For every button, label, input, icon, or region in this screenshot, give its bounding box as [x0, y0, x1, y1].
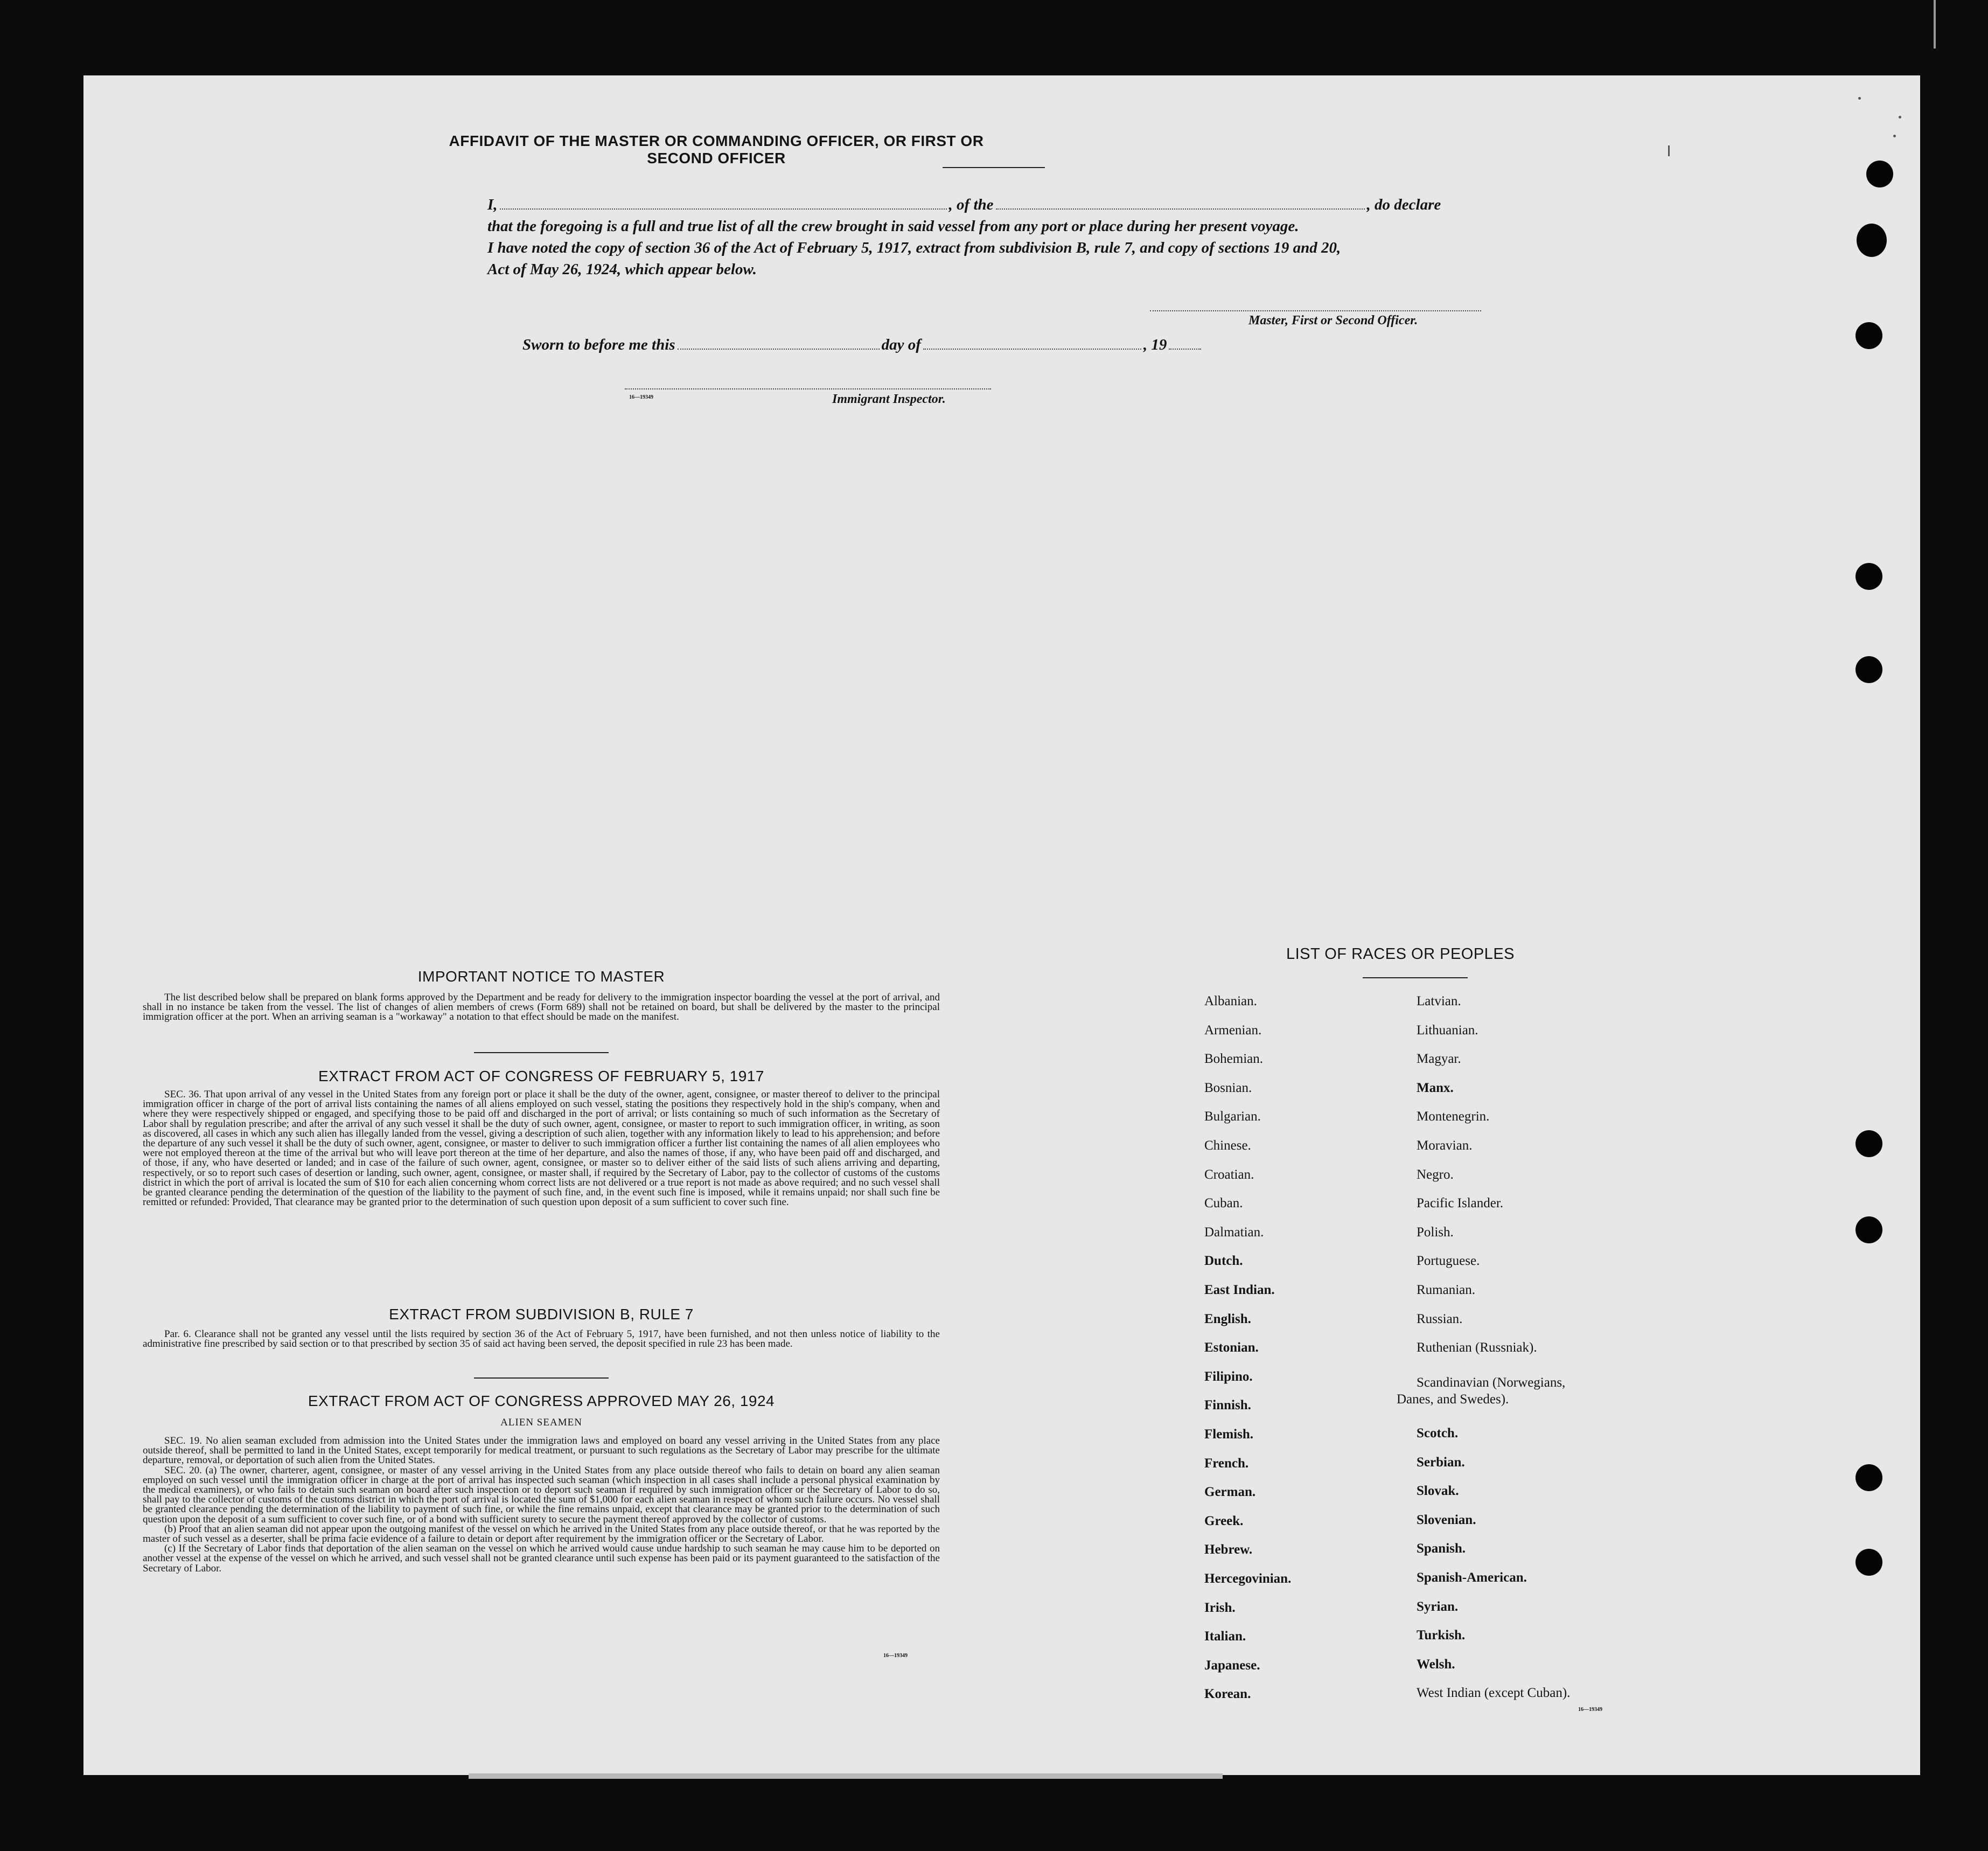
race-item: Pacific Islander.	[1417, 1196, 1504, 1211]
form-code: 16—19349	[629, 394, 653, 400]
races-title-underline	[1363, 977, 1468, 978]
section-36-text: SEC. 36. That upon arrival of any vessel in the United States from any foreign port or place it shall be the duty of the owner, agent, consignee, or master thereof to deliver to the principal immigration officer in charge of the port of arrival lists containing the names of all aliens employed on such vessel, stating the positions they respectively hold in the ship's company, when and where they were respectively shipped or engaged, and specifying those to be paid off and discharged in the port of arrival; or lists containing so much of such information as the Secretary of Labor shall by regulation prescribe; and after the arrival of any such vessel it shall be the duty of such owner, agent, consignee, or master to report to such immigration officer, in writing, as soon as discovered, all cases in which any such alien has illegally landed from the vessel, giving a description of such alien, together with any information likely to lead to his apprehension; and before the departure of any such vessel it shall be the duty of such owner, agent, consignee, or master to deliver to such immigration officer a further list containing the names of all alien employees who were not employed thereon at the time of the arrival but who will leave port thereon at the time of her departure, and also the names of those, if any, who have been paid off and discharged, and of those, if any, who have deserted or landed; and in case of the failure of such owner, agent, consignee, or master so to deliver either of the said lists of such aliens arriving and departing, respectively, or so to report such cases of desertion or landing, such owner, agent, consignee, or master shall, if required by the Secretary of Labor, pay to the collector of customs of the customs district in which the port of arrival is located the sum of $10 for each alien concerning whom correct lists are not delivered or a true report is not made as above required; and no such vessel shall be granted clearance pending the determination of the question of the liability to the payment of such fine, and, in the event such fine is imposed, while it remains unpaid; nor shall such fine be remitted or refunded: Provided, That clearance may be granted prior to the determination of such question upon deposit of a sum sufficient to cover such fine.	[143, 1089, 940, 1208]
extract-1924-body	[143, 1436, 940, 1641]
dust-speck	[1899, 116, 1901, 119]
form-code: 16—19349	[883, 1653, 908, 1659]
race-item: Portuguese.	[1417, 1254, 1480, 1269]
declaration-line-2: that the foregoing is a full and true list of all the crew brought in said vessel from any port or place during her present voyage.	[487, 218, 1299, 235]
section-divider	[474, 1052, 609, 1053]
race-item: Hercegovinian.	[1204, 1571, 1292, 1586]
section-divider	[474, 1377, 609, 1379]
races-title: LIST OF RACES OR PEOPLES	[1286, 945, 1515, 963]
race-item: Italian.	[1204, 1629, 1246, 1644]
race-item: Bulgarian.	[1204, 1109, 1261, 1124]
section-20b-text: (b) Proof that an alien seaman did not appear upon the outgoing manifest of the vessel on which he arrived in the United States from any place outside thereof, or that he was reported by the master of such vessel as a deserter, shall be prima facie evidence of a failure to detain or deport after requirement by the immigration officer or the Secretary of Labor.	[143, 1523, 940, 1545]
race-item: Welsh.	[1417, 1657, 1455, 1672]
race-item: East Indian.	[1204, 1283, 1275, 1297]
section-19-text: SEC. 19. No alien seaman excluded from admission into the United States under the immigration laws and employed on board any vessel arriving in the United States from any place outside thereof, shall be permitted to land in the United States, except temporarily for medical treatment, or pursuant to such regulations as the Secretary of Labor may prescribe for the ultimate departure, removal, or deportation of such alien from the United States.	[143, 1435, 940, 1466]
race-item: Spanish.	[1417, 1541, 1466, 1556]
punch-hole	[1857, 224, 1887, 257]
extract-1924-title: EXTRACT FROM ACT OF CONGRESS APPROVED MAY 26, 1924	[308, 1393, 775, 1409]
punch-hole	[1856, 563, 1882, 590]
affidavit-declaration	[487, 194, 1503, 280]
race-item: Spanish-American.	[1417, 1570, 1527, 1585]
race-item: Hebrew.	[1204, 1542, 1253, 1557]
dust-speck	[1668, 145, 1670, 156]
extract-1917-body	[143, 1090, 940, 1276]
master-signature-label: Master, First or Second Officer.	[1248, 314, 1418, 328]
alien-seamen-subtitle: ALIEN SEAMEN	[500, 1417, 582, 1428]
punch-hole	[1856, 1130, 1882, 1157]
race-item: French.	[1204, 1456, 1249, 1471]
race-item: Magyar.	[1417, 1052, 1461, 1067]
inspector-signature-line[interactable]	[625, 388, 991, 389]
declaration-intro: I,	[487, 196, 498, 213]
section-20c-text: (c) If the Secretary of Labor finds that deportation of the alien seaman on the vessel on which he arrived would cause undue hardship to such seaman he may cause him to be deported on another vessel at the expense of the vessel on which he arrived, and such vessel shall not be granted clearance until such expense has been paid or its payment guaranteed to the satisfaction of the Secretary of Labor.	[143, 1543, 940, 1574]
race-item: West Indian (except Cuban).	[1417, 1686, 1571, 1701]
race-item: Cuban.	[1204, 1196, 1243, 1211]
race-item: Flemish.	[1204, 1427, 1253, 1442]
race-item: Slovenian.	[1417, 1512, 1476, 1527]
race-item: Lithuanian.	[1417, 1022, 1478, 1038]
race-item: English.	[1204, 1311, 1251, 1326]
race-item: Korean.	[1204, 1687, 1251, 1702]
punch-hole	[1856, 1464, 1882, 1491]
race-item: Rumanian.	[1417, 1283, 1476, 1297]
film-edge-mark	[1934, 0, 1936, 48]
race-item: Turkish.	[1417, 1628, 1466, 1643]
name-field[interactable]	[500, 208, 947, 210]
par-6-text: Par. 6. Clearance shall not be granted any vessel until the lists required by section 36 of the Act of February 5, 1917, have been furnished, and not then unless notice of liability to the administrative fine prescribed by said section or to that prescribed by section 35 of said act having been served, the deposit specified in rule 23 has been made.	[143, 1328, 940, 1350]
sworn-line	[522, 334, 1276, 356]
race-item: Scotch.	[1417, 1426, 1459, 1441]
race-item: Bohemian.	[1204, 1052, 1264, 1067]
declaration-end: , do declare	[1366, 196, 1441, 213]
sworn-day-of: day of	[881, 336, 921, 353]
race-item: Bosnian.	[1204, 1080, 1252, 1095]
sworn-year-field[interactable]	[1169, 349, 1201, 350]
race-item: Manx.	[1417, 1080, 1454, 1095]
rule7-body	[143, 1330, 940, 1362]
race-item: Syrian.	[1417, 1599, 1459, 1614]
declaration-line-4: Act of May 26, 1924, which appear below.	[487, 261, 757, 278]
race-item: Dalmatian.	[1204, 1224, 1264, 1240]
punch-hole	[1856, 322, 1882, 349]
race-item: Negro.	[1417, 1167, 1454, 1182]
race-item: Chinese.	[1204, 1138, 1251, 1153]
punch-hole	[1866, 161, 1893, 187]
race-item: Filipino.	[1204, 1369, 1253, 1384]
race-item: Russian.	[1417, 1311, 1463, 1326]
extract-1917-title: EXTRACT FROM ACT OF CONGRESS OF FEBRUARY 5, 1917	[318, 1068, 764, 1084]
master-signature-line[interactable]	[1150, 310, 1481, 311]
race-item: Latvian.	[1417, 994, 1461, 1008]
punch-hole	[1856, 1549, 1882, 1576]
race-item: Serbian.	[1417, 1455, 1465, 1470]
sworn-intro: Sworn to before me this	[522, 336, 675, 353]
race-item: Finnish.	[1204, 1398, 1251, 1413]
notice-body	[143, 993, 940, 1037]
declaration-line-3: I have noted the copy of section 36 of the Act of February 5, 1917, extract from subdivision B, rule 7, and copy of sections 19 and 20,	[487, 239, 1341, 256]
affidavit-title: AFFIDAVIT OF THE MASTER OR COMMANDING OFFICER, OR FIRST OR SECOND OFFICER	[449, 133, 984, 166]
race-item: Montenegrin.	[1417, 1109, 1490, 1124]
sworn-day-field[interactable]	[678, 349, 880, 350]
dust-speck	[1858, 97, 1861, 100]
race-item: Slovak.	[1417, 1484, 1459, 1499]
dust-speck	[1893, 135, 1896, 137]
notice-paragraph: The list described below shall be prepared on blank forms approved by the Department and be ready for delivery to the immigration inspector boarding the vessel at the port of arrival, and shall in no instance be taken from the vessel. The list of changes of alien members of crews (Form 689) shall not be retained on board, but shall be delivered by the master to the principal immigration officer at the port. When an arriving seaman is a "workaway" a notation to that effect should be made on the manifest.	[143, 992, 940, 1023]
race-item: Armenian.	[1204, 1022, 1262, 1038]
sworn-month-field[interactable]	[923, 349, 1141, 350]
race-item: Scandinavian (Norwegians,	[1417, 1375, 1566, 1390]
page-bottom-edge	[469, 1773, 1223, 1779]
punch-hole	[1856, 656, 1882, 683]
declaration-of-the: , of the	[948, 196, 994, 213]
race-item: Greek.	[1204, 1513, 1244, 1528]
race-item: Dutch.	[1204, 1254, 1243, 1269]
race-item: German.	[1204, 1485, 1256, 1500]
race-item: Albanian.	[1204, 994, 1257, 1008]
punch-hole	[1856, 1216, 1882, 1243]
rule7-title: EXTRACT FROM SUBDIVISION B, RULE 7	[389, 1306, 694, 1323]
race-item: Croatian.	[1204, 1167, 1254, 1182]
vessel-field[interactable]	[996, 208, 1365, 210]
race-item: Japanese.	[1204, 1658, 1260, 1673]
title-underline	[943, 167, 1045, 168]
sworn-year-prefix: , 19	[1143, 336, 1167, 353]
race-item: Irish.	[1204, 1600, 1236, 1615]
race-item: Ruthenian (Russniak).	[1417, 1340, 1537, 1355]
notice-title: IMPORTANT NOTICE TO MASTER	[417, 968, 665, 985]
race-item: Polish.	[1417, 1224, 1454, 1240]
race-item: Moravian.	[1417, 1138, 1473, 1153]
race-item: Danes, and Swedes).	[1397, 1392, 1509, 1407]
inspector-signature-label: Immigrant Inspector.	[832, 392, 946, 406]
form-code: 16—19349	[1578, 1707, 1602, 1713]
race-item: Estonian.	[1204, 1340, 1259, 1355]
section-20a-text: SEC. 20. (a) The owner, charterer, agent, consignee, or master of any vessel arriving in the United States from any place outside thereof who fails to detain on board any alien seaman employed on such vessel until the immigration officer in charge at the port of arrival has inspected such seaman (which inspection in all cases shall include a personal physical examination by the medical examiners), or who fails to detain such seaman on board after such inspection or to deport such seaman if required by such immigration officer or the Secretary of Labor to do so, shall pay to the collector of customs of the customs district in which the port of arrival is located the sum of $1,000 for each alien seaman in respect of whom such failure occurs. No vessel shall be granted clearance pending the determination of the liability to payment of such fine, or while the fine remains unpaid, except that clearance may be granted prior to the determination of such question upon the deposit of a sum sufficient to cover such fine, or of a bond with sufficient surety to secure the payment thereof approved by the collector of customs.	[143, 1464, 940, 1525]
